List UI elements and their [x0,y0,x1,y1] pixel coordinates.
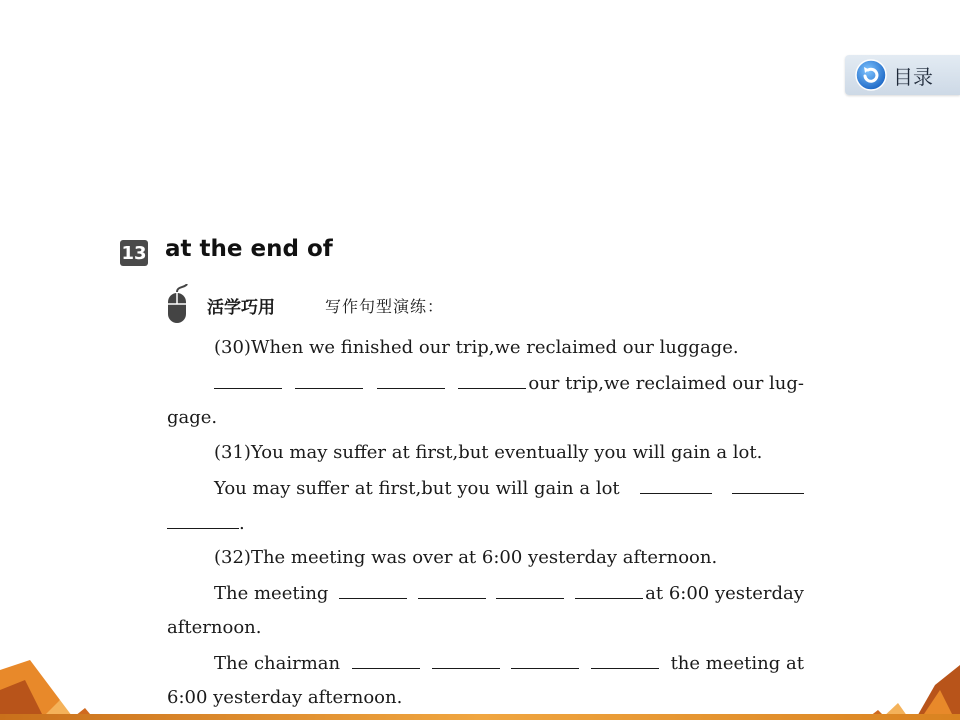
corner-decoration-right [860,665,960,720]
subtitle-bold: 活学巧用 [207,298,275,318]
exercise-30-tail-wrap: gage. [167,407,218,428]
exercise-32-lead-2: The chairman [214,653,341,674]
toc-label: 目录 [893,64,933,89]
answer-blank[interactable] [295,372,363,389]
exercise-32-tail: at 6:00 yesterday [645,583,804,604]
refresh-circle-icon [855,59,887,91]
answer-blank[interactable] [432,652,500,669]
exercise-32-tail-wrap-2: 6:00 yesterday afternoon. [167,687,403,708]
exercise-30-prompt: (30)When we finished our trip,we reclaimed our luggage. [214,337,739,358]
answer-blank[interactable] [377,372,445,389]
exercise-30-answer-line [214,372,804,395]
exercise-32-answer-line [214,582,804,605]
exercise-32-lead: The meeting [214,583,329,604]
corner-decoration-left [0,660,100,720]
section-title: at the end of [165,236,333,262]
answer-blank[interactable] [496,582,564,599]
answer-blank[interactable] [511,652,579,669]
answer-blank[interactable] [732,477,804,494]
answer-blank[interactable] [418,582,486,599]
answer-blank[interactable] [640,477,712,494]
exercise-32-tail-3: the meeting at [670,653,804,674]
exercise-32-answer-line-2 [214,652,804,675]
answer-blank[interactable] [339,582,407,599]
section-number-badge: 13 [120,240,148,266]
exercise-31-lead: You may suffer at first,but you will gain a lot [214,478,620,499]
subtitle: 写作句型演练： [325,297,445,316]
exercise-32-prompt: (32)The meeting was over at 6:00 yesterday afternoon. [214,547,718,568]
mouse-icon [165,284,195,326]
answer-blank[interactable] [352,652,420,669]
bottom-bar [0,714,960,720]
exercise-30-tail: our trip,we reclaimed our lug- [528,373,804,394]
exercise-31-end: . [239,513,245,534]
toc-button[interactable] [845,55,960,95]
answer-blank[interactable] [591,652,659,669]
answer-blank[interactable] [214,372,282,389]
exercise-31-answer-line-2 [167,512,245,535]
answer-blank[interactable] [575,582,643,599]
answer-blank[interactable] [167,512,239,529]
exercise-31-prompt: (31)You may suffer at first,but eventually you will gain a lot. [214,442,763,463]
exercise-32-tail-wrap: afternoon. [167,617,262,638]
answer-blank[interactable] [458,372,526,389]
exercise-31-answer-line [214,477,804,500]
